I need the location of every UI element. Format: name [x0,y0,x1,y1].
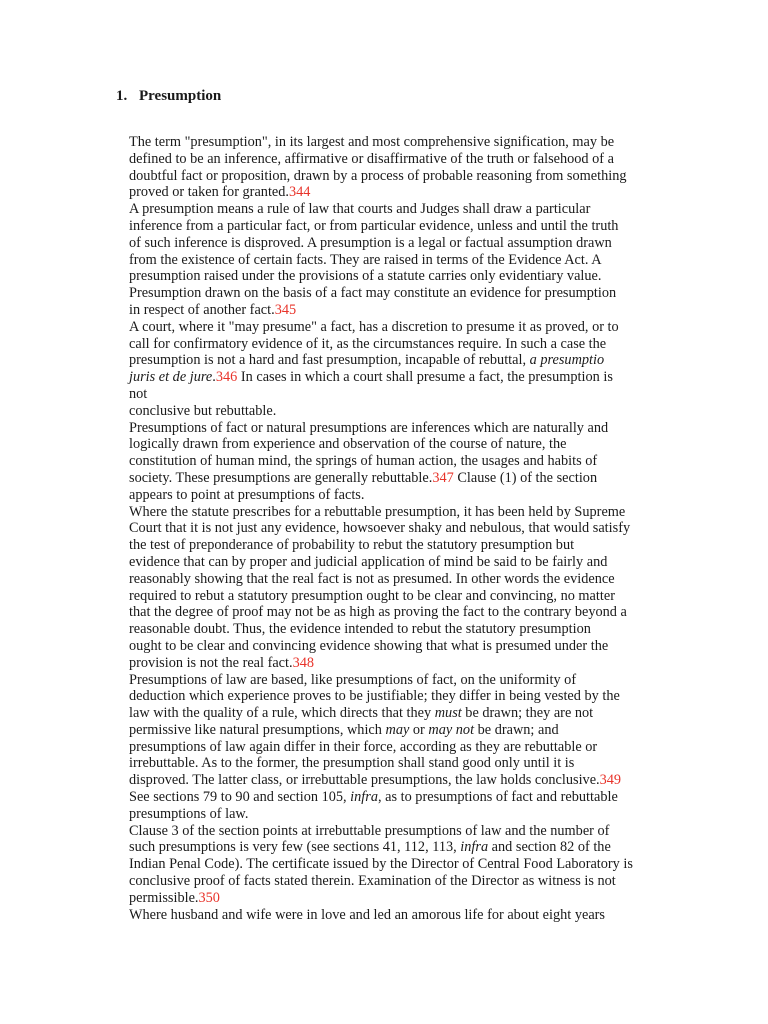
text-line [129,302,689,319]
footnote-ref[interactable]: 345 [274,301,297,318]
text-line [129,436,689,453]
text-run: reasonably showing that the real fact is not as presumed. In other words the evidence [129,570,615,587]
text-run: . [212,369,216,386]
text-line [129,403,689,420]
italic-text: juris et de jure [129,369,213,386]
footnote-ref[interactable]: 349 [599,772,622,789]
text-line [129,554,689,571]
text-run: inference from a particular fact, or from particular evidence, unless and until the truth [129,217,619,234]
text-run: Indian Penal Code). The certificate issued by the Director of Central Food Laboratory is [129,856,633,873]
text-run: defined to be an inference, affirmative or disaffirmative of the truth or falsehood of a [129,150,614,167]
text-run: permissible. [129,889,199,906]
text-line [129,184,689,201]
text-run: be drawn; and [474,721,559,738]
text-run: proved or taken for granted. [129,184,289,201]
text-line [129,285,689,302]
text-line [129,772,689,789]
text-line [129,789,689,806]
text-run: disproved. The latter class, or irrebuttable presumptions, the law holds conclusive. [129,772,600,789]
text-run: Clause (1) of the section [453,469,598,486]
text-run: and section 82 of the [488,839,611,856]
text-line [129,755,689,772]
text-line [129,520,689,537]
text-run: , as to presumptions of fact and rebuttable [377,789,618,806]
text-line [129,890,689,907]
text-line [129,604,689,621]
text-line [129,352,689,369]
text-line [129,621,689,638]
text-run: from the existence of certain facts. They are raised in terms of the Evidence Act. A [129,251,602,268]
text-line [129,134,689,151]
text-run: in respect of another fact. [129,301,275,318]
text-run: deduction which experience proves to be justifiable; they differ in being vested by the [129,688,620,705]
text-line [129,873,689,890]
text-run: Presumptions of fact or natural presumptions are inferences which are naturally and [129,419,609,436]
text-run: presumption is not a hard and fast presumption, incapable of rebuttal, [129,352,530,369]
text-line [129,336,689,353]
text-line [129,420,689,437]
text-run: constitution of human mind, the springs of human action, the usages and habits of [129,453,598,470]
text-run: See sections 79 to 90 and section 105, [129,789,351,806]
text-line [129,268,689,285]
text-line [129,839,689,856]
text-run: required to rebut a statutory presumption ought to be clear and convincing, no matter [129,587,615,604]
text-line [129,201,689,218]
text-line [129,739,689,756]
text-run: provision is not the real fact. [129,654,293,671]
footnote-ref[interactable]: 347 [432,469,454,486]
section-title: Presumption [139,88,222,104]
text-run: call for confirmatory evidence of it, as the circumstances require. In such a case the [129,335,607,352]
text-line [129,453,689,470]
text-line [129,638,689,655]
text-run: permissive like natural presumptions, which [129,721,386,738]
text-line [129,386,689,403]
text-line [129,705,689,722]
text-run: not [129,385,148,402]
text-line [129,470,689,487]
text-run: logically drawn from experience and observation of the course of nature, the [129,436,567,453]
section-heading [116,86,221,106]
text-run: that the degree of proof may not be as high as proving the fact to the contrary beyond a [129,604,627,621]
text-run: law with the quality of a rule, which directs that they [129,705,435,722]
text-line [129,504,689,521]
text-run: Presumption drawn on the basis of a fact may constitute an evidence for presumption [129,285,617,302]
text-run: presumptions of law again differ in their force, according as they are rebuttable or [129,738,598,755]
text-line [129,571,689,588]
text-run: irrebuttable. As to the former, the presumption shall stand good only until it is [129,755,575,772]
footnote-ref[interactable]: 350 [198,889,220,906]
text-line [129,369,689,386]
text-run: Where the statute prescribes for a rebuttable presumption, it has been held by Supreme [129,503,626,520]
text-run: conclusive proof of facts stated therein. Examination of the Director as witness is not [129,873,616,890]
text-line [129,806,689,823]
text-run: ought to be clear and convincing evidence showing that what is presumed under the [129,637,609,654]
text-run: doubtful fact or proposition, drawn by a process of probable reasoning from something [129,167,627,184]
text-run: reasonable doubt. Thus, the evidence intended to rebut the statutory presumption [129,621,591,638]
text-line [129,823,689,840]
text-run: appears to point at presumptions of facts. [129,486,365,503]
text-run: the test of preponderance of probability to rebut the statutory presumption but [129,537,575,554]
text-line [129,672,689,689]
text-line [129,235,689,252]
text-line [129,487,689,504]
text-run: A presumption means a rule of law that courts and Judges shall draw a particular [129,201,591,218]
italic-text: infra [460,839,489,856]
text-run: Clause 3 of the section points at irrebuttable presumptions of law and the number of [129,822,610,839]
text-run: evidence that can by proper and judicial application of mind be said to be fairly and [129,553,608,570]
text-run: The term "presumption", in its largest and most comprehensive signification, may be [129,134,615,150]
text-run: of such inference is disproved. A presumption is a legal or factual assumption drawn [129,234,612,251]
text-run: Court that it is not just any evidence, howsoever shaky and nebulous, that would satisfy [129,520,631,537]
text-line [129,688,689,705]
text-run: or [409,721,429,738]
text-line [129,252,689,269]
text-line [129,722,689,739]
text-line [129,218,689,235]
text-line [129,856,689,873]
italic-text: may not [428,721,475,738]
italic-text: must [434,705,462,722]
text-line [129,907,689,924]
text-run: be drawn; they are not [461,705,594,722]
text-run: presumptions of law. [129,805,249,822]
footnote-ref[interactable]: 346 [215,369,238,386]
text-line [129,168,689,185]
text-run: In cases in which a court shall presume a fact, the presumption is [237,369,613,386]
text-line [129,655,689,672]
text-line [129,319,689,336]
text-line [129,537,689,554]
text-run: such presumptions is very few (see sections 41, 112, 113, [129,839,461,856]
italic-text: a presumptio [529,352,605,369]
section-number: 1. [116,88,128,104]
text-line [129,588,689,605]
body-text [129,134,689,923]
text-run: A court, where it "may presume" a fact, has a discretion to presume it as proved, or to [129,318,619,335]
text-line [129,151,689,168]
text-run: society. These presumptions are generally rebuttable. [129,469,433,486]
italic-text: infra [350,789,378,806]
footnote-ref[interactable]: 348 [292,654,315,671]
text-run: conclusive but rebuttable. [129,402,277,419]
text-run: Presumptions of law are based, like presumptions of fact, on the uniformity of [129,671,577,688]
italic-text: may [385,721,410,738]
text-run: presumption raised under the provisions of a statute carries only evidentiary value. [129,268,602,285]
footnote-ref[interactable]: 344 [288,184,311,201]
text-run: Where husband and wife were in love and led an amorous life for about eight years [129,906,605,923]
